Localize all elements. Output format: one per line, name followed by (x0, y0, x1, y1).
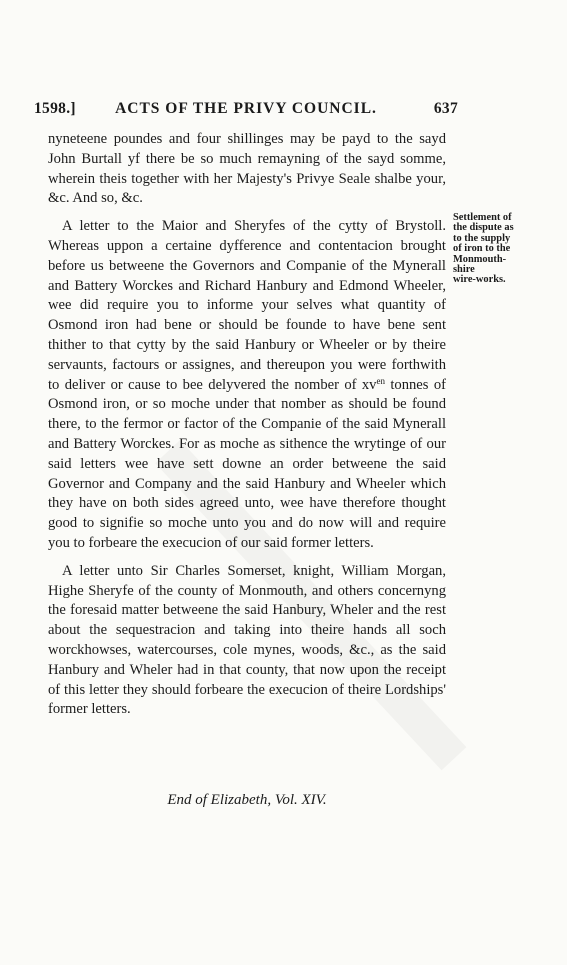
paragraph-bristol-letter (48, 217, 446, 554)
page-number: 637 (433, 100, 458, 117)
paragraph-continued: nyneteene poundes and four shillinges may be payd to the sayd John Burtall yf there be so much remayning of the sayd somme, wherein theis together with her Majesty's Privye Seale shalbe your, &c. And so, &c. (48, 131, 446, 207)
margin-note-line: Monmouth- (453, 253, 507, 265)
paragraph-text: A letter to the Maior and Sheryfes of the cytty of Brystoll. Whereas uppon a certaine dyfference and contentacion brought before us betweene the Governors and Companie of the Mynerall and Battery Worckes and Richard Hanbury and Edmond Wheeler, wee did require you to informe your selves what quantity of Osmond iron had bene or should be founde to have bene sent thither to that cytty by the said Hanbury or Wheeler or by theire servaunts, factours or assignes, and thereupon you were forthwith to deliver or cause to bee delyvered the nomber of xv (48, 218, 446, 393)
paragraph-somerset-letter: A letter unto Sir Charles Somerset, knight, William Morgan, Highe Sheryfe of the county of Monmouth, and others concernyng the foresaid matter betweene the said Hanbury, Wheler and the rest about the sequestracion and taking into theire hands all soch worckhowses, watercourses, cole mynes, woods, &c., as the said Hanbury and Wheler had in that county, that now upon the receipt of this letter they should forbeare the execucion of theire Lordships' former letters. (48, 562, 446, 718)
margin-note-line: the dispute as (453, 222, 514, 234)
margin-note-line: to the supply (453, 232, 511, 244)
paragraph-text: tonnes of Osmond iron, or so moche under that nomber as should be found there, to the fermor or factor of the Companie of the said Mynerall and Battery Worckes. For as moche as sithence the wrytinge of our said letters wee have sett downe an order betweene the said Governor and Company and the said Hanbury and Wheeler which they have on both sides agreed unto, wee have therefore thought good to signifie so moche unto you and do now will and require you to forbeare the execucion of our said former letters. (48, 376, 446, 551)
running-header (34, 100, 458, 120)
margin-note-line: of iron to the (453, 243, 511, 255)
margin-note-line: Settlement of (453, 212, 512, 223)
margin-note-line: shire (453, 264, 475, 276)
header-year: 1598.] (34, 100, 76, 117)
margin-note-line: wire-works. (453, 274, 506, 286)
superscript: en (376, 375, 385, 386)
margin-note (453, 213, 563, 286)
header-title: ACTS OF THE PRIVY COUNCIL. (115, 100, 377, 117)
body-text (48, 130, 446, 720)
end-note: End of Elizabeth, Vol. XIV. (167, 792, 327, 808)
